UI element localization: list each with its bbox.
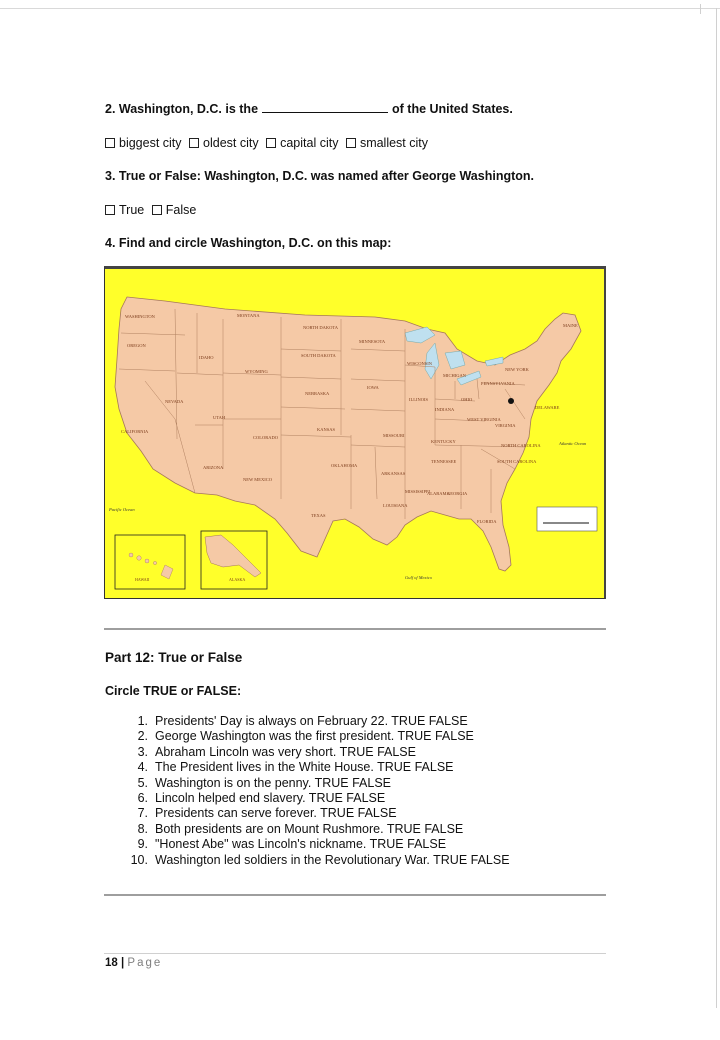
state-label: FLORIDA (477, 519, 497, 524)
question-2-blank[interactable] (262, 102, 388, 113)
state-label: MONTANA (237, 313, 260, 318)
state-label: VIRGINIA (495, 423, 516, 428)
state-label: WASHINGTON (125, 314, 155, 319)
alaska-label: ALASKA (229, 577, 246, 582)
state-label: ALABAMA (427, 491, 450, 496)
state-label: GEORGIA (447, 491, 468, 496)
question-3: 3. True or False: Washington, D.C. was named after George Washington. (105, 169, 534, 183)
water-label-gulf: Gulf of Mexico (405, 575, 432, 580)
list-item: 7. Presidents can serve forever. TRUE FALSE (137, 806, 397, 821)
page-corner-mark (700, 4, 701, 14)
state-label: WISCONSIN (407, 361, 433, 366)
state-label: CALIFORNIA (121, 429, 149, 434)
state-label: KENTUCKY (431, 439, 456, 444)
state-label: TEXAS (311, 513, 326, 518)
question-2-text-before: 2. Washington, D.C. is the (105, 102, 259, 116)
part-12-title: Part 12: True or False (105, 650, 243, 665)
option-smallest-city: smallest city (359, 136, 429, 150)
state-label: NEBRASKA (305, 391, 330, 396)
state-label: COLORADO (253, 435, 279, 440)
state-label: MISSISSIPPI (405, 489, 431, 494)
state-label: MINNESOTA (359, 339, 386, 344)
state-label: NEVADA (165, 399, 184, 404)
page-top-edge (0, 0, 720, 9)
state-label: OHIO (461, 397, 473, 402)
question-2-options (105, 136, 432, 150)
part-12-instruction: Circle TRUE or FALSE: (105, 684, 242, 698)
state-label: SOUTH CAROLINA (497, 459, 537, 464)
checkbox-false[interactable] (152, 205, 162, 215)
us-map-svg[interactable] (105, 269, 604, 598)
option-true: True (119, 203, 145, 217)
question-4: 4. Find and circle Washington, D.C. on this map: (105, 236, 392, 250)
state-label: MAINE (563, 323, 578, 328)
option-false: False (165, 203, 197, 217)
state-label: WEST VIRGINIA (467, 417, 501, 422)
state-label: LOUISIANA (383, 503, 408, 508)
list-item: 6. Lincoln helped end slavery. TRUE FALSE (137, 791, 386, 806)
option-capital-city: capital city (280, 136, 339, 150)
question-2 (105, 102, 513, 116)
list-item: 1. Presidents' Day is always on February 22. TRUE FALSE (137, 714, 468, 728)
state-label: TENNESSEE (431, 459, 457, 464)
state-label: WYOMING (245, 369, 268, 374)
section-divider-top (104, 628, 606, 630)
state-label: KANSAS (317, 427, 336, 432)
state-label: OKLAHOMA (331, 463, 358, 468)
state-label: ARIZONA (203, 465, 224, 470)
list-item: 10. Washington led soldiers in the Revolutionary War. TRUE FALSE (130, 852, 510, 867)
page-number: 18 (105, 957, 118, 969)
water-label-atlantic: Atlantic Ocean (559, 441, 587, 446)
state-label: NORTH DAKOTA (303, 325, 338, 330)
state-label: MISSOURI (383, 433, 405, 438)
footer-rule (104, 953, 606, 954)
page-separator: | (117, 957, 128, 969)
checkbox-true[interactable] (105, 205, 115, 215)
checkbox-oldest-city[interactable] (189, 138, 199, 148)
state-label: NORTH CAROLINA (501, 443, 541, 448)
list-item: 3. Abraham Lincoln was very short. TRUE FALSE (137, 744, 416, 759)
state-label: INDIANA (435, 407, 455, 412)
map-scale-box (537, 507, 597, 531)
list-item: 2. George Washington was the first president. TRUE FALSE (137, 729, 474, 744)
state-label: OREGON (127, 343, 146, 348)
state-label: ARKANSAS (381, 471, 406, 476)
state-label: ILLINOIS (409, 397, 428, 402)
true-false-list (120, 714, 510, 868)
question-2-text-after: of the United States. (392, 102, 513, 116)
option-biggest-city: biggest city (119, 136, 182, 150)
state-label: PENNSYLVANIA (481, 381, 515, 386)
hawaii-inset (115, 535, 185, 589)
state-label: DELAWARE (535, 405, 560, 410)
list-item: 8. Both presidents are on Mount Rushmore. TRUE FALSE (137, 821, 464, 836)
option-oldest-city: oldest city (203, 136, 259, 150)
page-footer (105, 957, 162, 969)
list-item: 4. The President lives in the White House. TRUE FALSE (137, 760, 454, 775)
page-right-edge (716, 8, 717, 1008)
state-label: NEW MEXICO (243, 477, 273, 482)
washington-dc-marker[interactable] (508, 398, 514, 404)
state-label: NEW YORK (505, 367, 529, 372)
list-item: 5. Washington is on the penny. TRUE FALSE (137, 775, 392, 790)
state-label: IDAHO (199, 355, 214, 360)
state-label: UTAH (213, 415, 226, 420)
list-item: 9. "Honest Abe" was Lincoln's nickname. TRUE FALSE (137, 837, 447, 852)
state-label: SOUTH DAKOTA (301, 353, 336, 358)
hawaii-label: HAWAII (135, 577, 150, 582)
question-3-options (105, 203, 200, 217)
water-label-pacific: Pacific Ocean (109, 507, 135, 512)
state-label: MICHIGAN (443, 373, 466, 378)
checkbox-biggest-city[interactable] (105, 138, 115, 148)
state-label: IOWA (367, 385, 379, 390)
checkbox-capital-city[interactable] (266, 138, 276, 148)
us-map[interactable] (104, 266, 606, 599)
page-word: Page (127, 957, 163, 969)
section-divider-bottom (104, 894, 606, 896)
checkbox-smallest-city[interactable] (346, 138, 356, 148)
